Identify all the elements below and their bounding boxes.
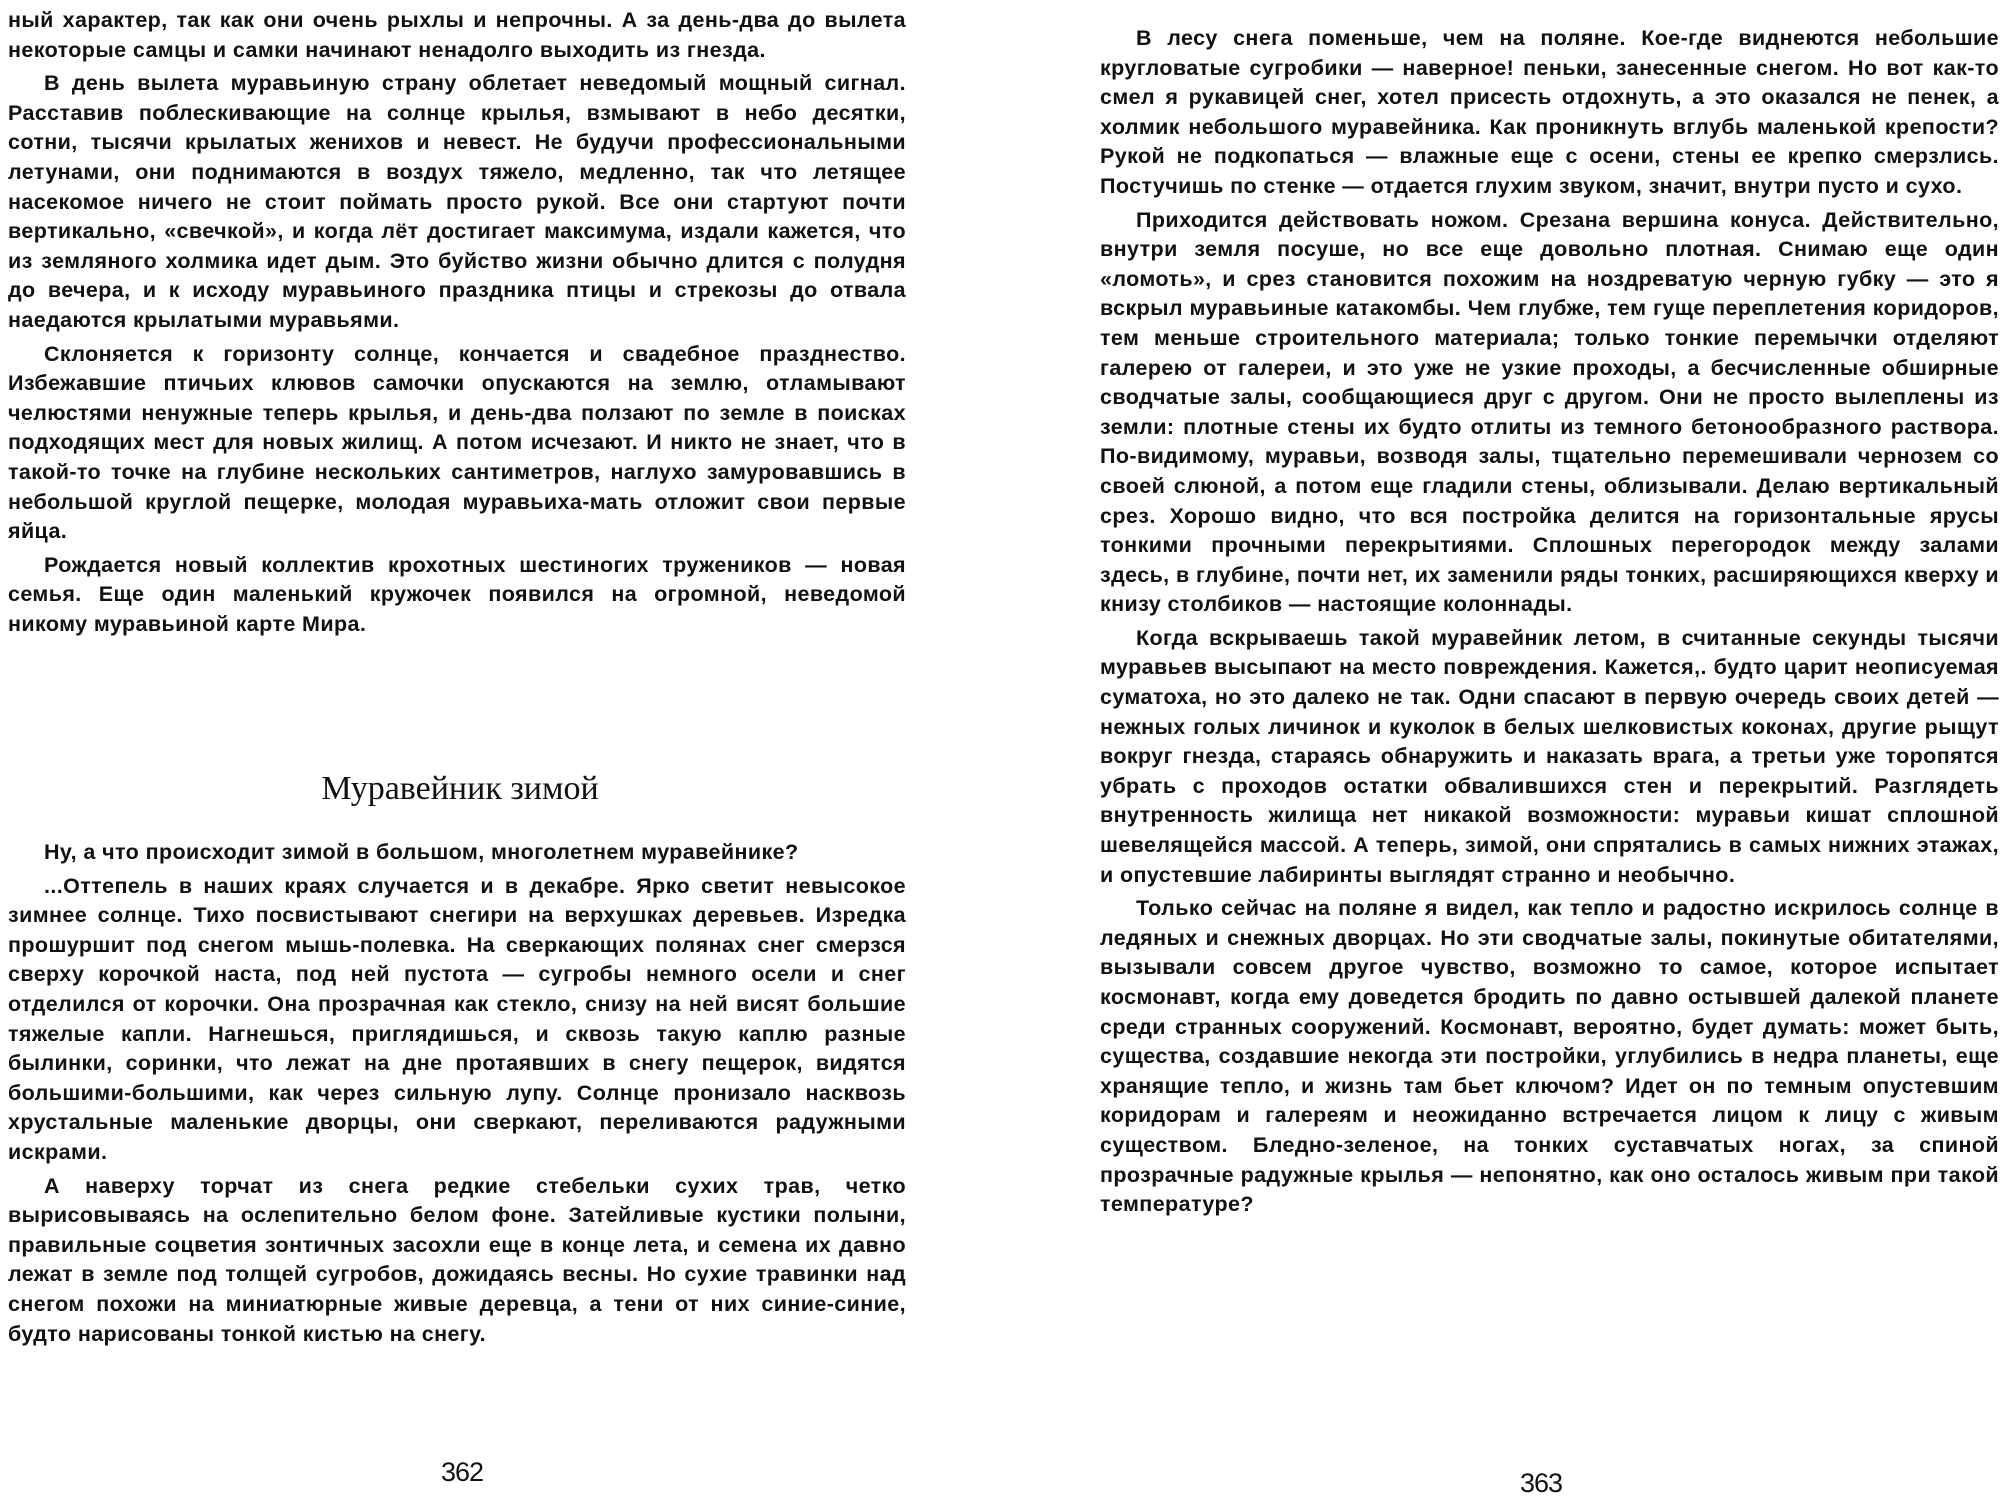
- section-title: Муравейник зимой: [321, 770, 599, 807]
- left-page-bottom-text: [8, 838, 906, 1353]
- paragraph: ный характер, так как они очень рыхлы и непрочны. А за день-два до вылета некоторые самцы и самки начинают ненадолго выходить из гнезда.: [8, 8, 906, 62]
- page-number-right: 363: [1520, 1468, 1563, 1498]
- paragraph: Только сейчас на поляне я видел, как тепло и радостно искрилось солнце в ледяных и снежных дворцах. Но эти сводчатые залы, покинутые обитателями, вызывали совсем другое чувство, возможно то самое, которое испытает космонавт, когда ему доведется бродить по давно остывшей далекой планете среди странных сооружений. Космонавт, вероятно, будет думать: может быть, существа, создавшие некогда эти постройки, углубились в недра планеты, еще хранящие тепло, и жизнь там бьет ключом? Идет он по темным опустевшим коридорам и галереям и неожиданно встречается лицом к лицу с живым существом. Бледно-зеленое, на тонких суставчатых ногах, за спиной прозрачные радужные крылья — непонятно, как оно осталось живым при такой температуре?: [1100, 896, 1999, 1217]
- paragraph: В день вылета муравьиную страну облетает неведомый мощный сигнал. Расставив поблескивающие на солнце крылья, взмывают в небо десятки, сотни, тысячи крылатых женихов и невест. Не будучи профессиональными летунами, они поднимаются в воздух тяжело, медленно, так что летящее насекомое ничего не стоит поймать просто рукой. Все они стартуют почти вертикально, «свечкой», и когда лёт достигает максимума, издали кажется, что из земляного холмика идет дым. Это буйство жизни обычно длится с полудня до вечера, и к исходу муравьиного праздника птицы и стрекозы до отвала наедаются крылатыми муравьями.: [8, 71, 906, 332]
- paragraph: Ну, а что происходит зимой в большом, многолетнем муравейнике?: [44, 840, 799, 864]
- left-page-top-text: [8, 6, 906, 643]
- paragraph: ...Оттепель в наших краях случается и в декабре. Ярко светит невысокое зимнее солнце. Тихо посвистывают снегири на верхушках деревьев. Изредка прошуршит под снегом мышь-полевка. На сверкающих полянах снег смерзся сверху корочкой наста, под ней пустота — сугробы немного осели и снег отделился от корочки. Она прозрачная как стекло, снизу на ней висят большие тяжелые капли. Нагнешься, приглядишься, и сквозь такую каплю разные былинки, соринки, что лежат на дне протаявших в снегу пещерок, видятся большими-большими, как через сильную лупу. Солнце пронизало насквозь хрустальные маленькие дворцы, они сверкают, переливаются радужными искрами.: [8, 873, 906, 1164]
- paragraph: Рождается новый коллектив крохотных шестиногих тружеников — новая семья. Еще один маленький кружочек появился на огромной, неведомой никому муравьиной карте Мира.: [8, 552, 906, 636]
- right-page-text: [1100, 24, 1999, 1224]
- paragraph: А наверху торчат из снега редкие стебельки сухих трав, четко вырисовываясь на ослепительно белом фоне. Затейливые кустики полыни, правильные соцветия зонтичных засохли еще в конце лета, и семена их давно лежат в земле под толщей сугробов, дожидаясь весны. Но сухие травинки над снегом похожи на миниатюрные живые деревца, а тени от них синие-синие, будто нарисованы тонкой кистью на снегу.: [8, 1173, 906, 1346]
- paragraph: Склоняется к горизонту солнце, кончается и свадебное празднество. Избежавшие птичьих клювов самочки опускаются на землю, отламывают челюстями ненужные теперь крылья, и день-два ползают по земле в поисках подходящих мест для новых жилищ. А потом исчезают. И никто не знает, что в такой-то точке на глубине нескольких сантиметров, наглухо замуровавшись в небольшой круглой пещерке, молодая муравьиха-мать отложит свои первые яйца.: [8, 341, 906, 544]
- paragraph: Когда вскрываешь такой муравейник летом, в считанные секунды тысячи муравьев высыпают на место повреждения. Кажется,. будто царит неописуемая суматоха, но это далеко не так. Одни спасают в первую очередь своих детей — нежных голых личинок и куколок в белых шелковистых коконах, другие рыщут вокруг гнезда, стараясь обнаружить и наказать врага, а третьи уже торопятся убрать с проходов остатки обвалившихся стен и перекрытий. Разглядеть внутренность жилища нет никакой возможности: муравьи кишат сплошной шевелящейся массой. А теперь, зимой, они спрятались в самых нижних этажах, и опустевшие лабиринты выглядят странно и необычно.: [1100, 625, 1999, 887]
- paragraph: В лесу снега поменьше, чем на поляне. Кое-где виднеются небольшие кругловатые сугробики — наверное! пеньки, занесенные снегом. Но вот как-то смел я рукавицей снег, хотел присесть отдохнуть, а это оказался не пенек, а холмик небольшого муравейника. Как проникнуть вглубь маленькой крепости? Рукой не подкопаться — влажные еще с осени, стены ее крепко смерзлись. Постучишь по стенке — отдается глухим звуком, значит, внутри пусто и сухо.: [1100, 26, 1999, 198]
- page-number-left: 362: [441, 1457, 484, 1487]
- paragraph: Приходится действовать ножом. Срезана вершина конуса. Действительно, внутри земля посуше, но все еще довольно плотная. Снимаю еще один «ломоть», и срез становится похожим на ноздреватую черную губку — это я вскрыл муравьиные катакомбы. Чем глубже, тем гуще переплетения коридоров, тем меньше строительного материала; только тонкие перемычки отделяют галерею от галереи, и это уже не узкие проходы, а бесчисленные обширные сводчатые залы, сообщающиеся друг с другом. Они не просто вылеплены из земли: плотные стены их будто отлиты из темного бетонообразного раствора. По-видимому, муравьи, возводя залы, тщательно перемешивали чернозем со своей слюной, а потом еще гладили стены, облизывали. Делаю вертикальный срез. Хорошо видно, что вся постройка делится на горизонтальные ярусы тонкими прочными перекрытиями. Сплошных перегородок между залами здесь, в глубине, почти нет, их заменили ряды тонких, расширяющихся кверху и книзу столбиков — настоящие колоннады.: [1100, 207, 1999, 617]
- right-page: [1000, 0, 2000, 1509]
